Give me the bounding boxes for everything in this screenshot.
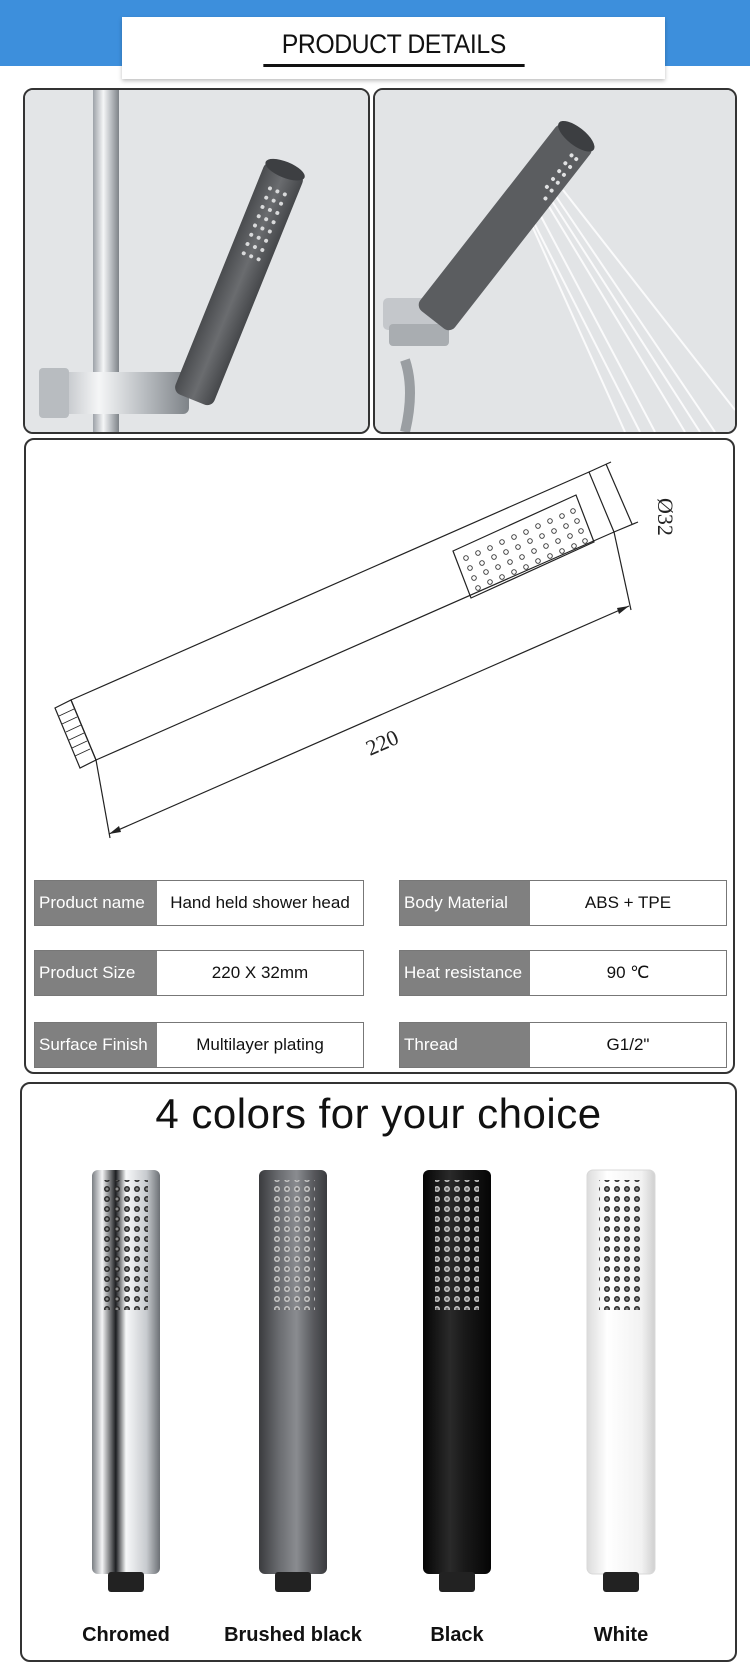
shower-on-rail-photo <box>23 88 370 434</box>
chromed-shower-head <box>92 1170 160 1592</box>
colors-panel <box>20 1082 737 1662</box>
shower-on-rail-illustration <box>25 90 368 432</box>
spec-row-body-material <box>399 880 727 926</box>
spec-value: G1/2" <box>606 1035 650 1054</box>
color-label-black: Black <box>430 1624 484 1646</box>
spec-label: Product Size <box>35 951 157 995</box>
brushed-black-shower-head <box>259 1170 327 1592</box>
spec-label: Surface Finish <box>35 1023 157 1067</box>
spec-label: Heat resistance <box>400 951 530 995</box>
black-shower-head <box>423 1170 491 1592</box>
spec-value: Multilayer plating <box>196 1035 324 1054</box>
spec-label: Product name <box>35 881 157 925</box>
length-label: 220 <box>361 724 403 761</box>
spec-row-product-name <box>34 880 364 926</box>
spec-value: Hand held shower head <box>170 893 350 912</box>
shower-spraying-illustration <box>375 90 735 432</box>
spec-label: Body Material <box>400 881 530 925</box>
color-label-brushed-black: Brushed black <box>224 1624 362 1646</box>
page-title: PRODUCT DETAILS <box>263 29 524 67</box>
spec-label: Thread <box>400 1023 530 1067</box>
spec-row-product-size <box>34 950 364 996</box>
shower-spraying-photo <box>373 88 737 434</box>
title-box <box>122 17 665 79</box>
color-label-chromed: Chromed <box>82 1624 170 1646</box>
spec-row-surface-finish <box>34 1022 364 1068</box>
colors-title: 4 colors for your choice <box>155 1090 602 1137</box>
diameter-label: Ø32 <box>653 498 678 536</box>
spec-value: 220 X 32mm <box>211 963 309 982</box>
spec-value: 90 ℃ <box>606 963 650 982</box>
spec-value: ABS + TPE <box>584 893 672 912</box>
spec-row-thread <box>399 1022 727 1068</box>
color-swatches <box>22 1084 735 1604</box>
technical-drawing <box>26 440 733 860</box>
color-label-white: White <box>593 1624 649 1646</box>
spec-panel <box>24 438 735 1074</box>
white-shower-head <box>587 1170 655 1592</box>
spec-row-heat-resistance <box>399 950 727 996</box>
